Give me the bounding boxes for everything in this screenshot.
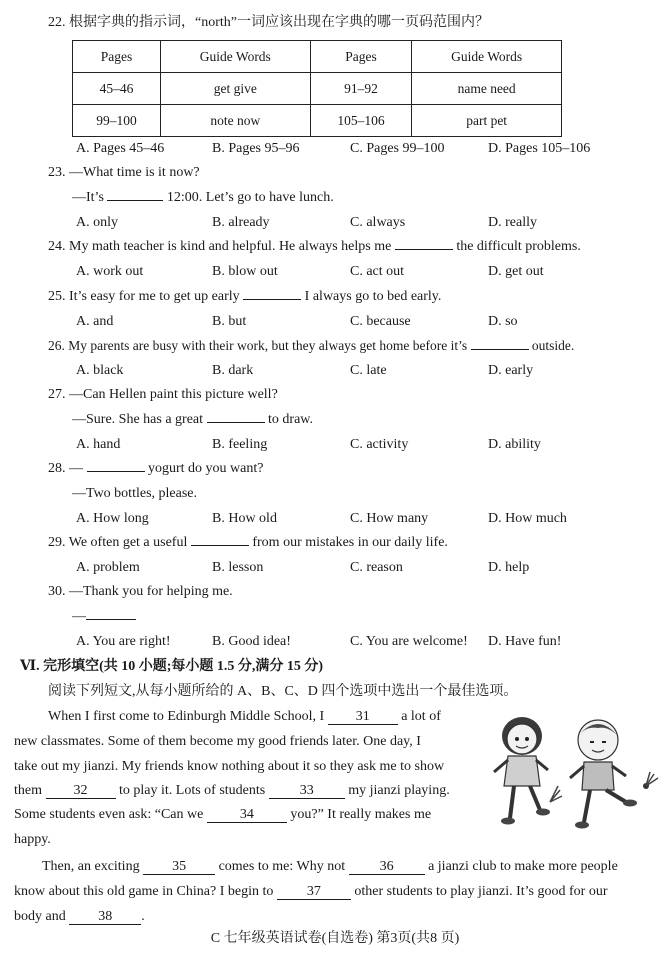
q27-options (76, 436, 656, 454)
q26-options (76, 362, 656, 380)
blank-36[interactable]: 36 (349, 859, 425, 875)
option-a[interactable]: A. problem (76, 560, 140, 575)
table-row (73, 105, 562, 137)
text: know about this old game in China? I begin to (14, 884, 277, 899)
table-header-row (73, 41, 562, 73)
option-a[interactable]: A. and (76, 314, 114, 329)
option-d[interactable]: D. early (488, 363, 534, 378)
text: my jianzi playing. (344, 783, 450, 798)
text: Then, an exciting (42, 859, 144, 874)
answer-blank[interactable] (243, 299, 301, 300)
q23-stem: 23. —What time is it now? (48, 165, 200, 180)
passage-line: new classmates. Some of them become my good friends later. One day, I (14, 734, 421, 749)
text: a jianzi club to make more people (424, 859, 618, 874)
text: a lot of (397, 709, 441, 724)
q26-stem (48, 337, 574, 355)
passage-line (48, 708, 441, 726)
option-a[interactable]: A. Pages 45–46 (76, 141, 165, 156)
passage-line (14, 883, 607, 901)
section-instruction: 阅读下列短文,从每小题所给的 A、B、C、D 四个选项中选出一个最佳选项。 (48, 684, 518, 699)
option-d[interactable]: D. Have fun! (488, 634, 562, 649)
table-cell: note now (160, 105, 310, 137)
option-c[interactable]: C. You are welcome! (350, 634, 468, 649)
answer-blank[interactable] (207, 422, 265, 423)
blank-34[interactable]: 34 (207, 807, 287, 823)
jianzi-illustration (486, 706, 666, 836)
option-d[interactable]: D. help (488, 560, 530, 575)
text: yogurt do you want? (144, 461, 264, 476)
answer-blank[interactable] (395, 249, 453, 250)
option-a[interactable]: A. only (76, 215, 118, 230)
table-cell: 91–92 (310, 73, 412, 105)
option-c[interactable]: C. because (350, 314, 411, 329)
blank-38[interactable]: 38 (69, 909, 141, 925)
blank-32[interactable]: 32 (46, 783, 116, 799)
text: them (14, 783, 46, 798)
guide-words-table (72, 40, 562, 137)
answer-blank[interactable] (87, 471, 145, 472)
q28-line2: —Two bottles, please. (72, 486, 197, 501)
table-header: Guide Words (160, 41, 310, 73)
option-d[interactable]: D. really (488, 215, 537, 230)
option-c[interactable]: C. always (350, 215, 406, 230)
text: outside. (528, 338, 575, 353)
q28-options (76, 510, 656, 528)
option-a[interactable]: A. How long (76, 511, 149, 526)
q25-options (76, 313, 656, 331)
q28-stem (48, 460, 263, 478)
q29-stem (48, 534, 448, 552)
text: to draw. (264, 412, 313, 427)
text: other students to play jianzi. It’s good for our (350, 884, 608, 899)
option-b[interactable]: B. Good idea! (212, 634, 291, 649)
table-cell: name need (412, 73, 562, 105)
text: the difficult problems. (452, 239, 581, 254)
option-b[interactable]: B. How old (212, 511, 277, 526)
option-b[interactable]: B. Pages 95–96 (212, 141, 300, 156)
q30-stem: 30. —Thank you for helping me. (48, 584, 233, 599)
table-header: Pages (310, 41, 412, 73)
passage-line (14, 782, 450, 800)
q22-stem: 22. 根据字典的指示词，“north”一词应该出现在字典的哪一页码范围内？ (48, 15, 489, 30)
answer-blank[interactable] (191, 545, 249, 546)
table-cell: get give (160, 73, 310, 105)
blank-33[interactable]: 33 (269, 783, 345, 799)
section-heading: Ⅵ. 完形填空(共 10 小题;每小题 1.5 分,满分 15 分) (20, 659, 324, 674)
table-header: Pages (73, 41, 161, 73)
option-c[interactable]: C. act out (350, 264, 405, 279)
text: to play it. Lots of students (115, 783, 269, 798)
text: —It’s (72, 190, 108, 205)
q23-line2 (72, 189, 334, 207)
option-d[interactable]: D. so (488, 314, 518, 329)
text: . (141, 909, 145, 924)
q30-line2 (72, 608, 136, 626)
answer-blank[interactable] (471, 349, 529, 350)
option-a[interactable]: A. You are right! (76, 634, 171, 649)
text: body and (14, 909, 70, 924)
text: comes to me: Why not (215, 859, 349, 874)
option-c[interactable]: C. Pages 99–100 (350, 141, 445, 156)
option-d[interactable]: D. get out (488, 264, 544, 279)
q24-stem (48, 238, 581, 256)
passage-line (14, 908, 145, 926)
text: Some students even ask: “Can we (14, 807, 207, 822)
answer-blank[interactable] (107, 200, 163, 201)
passage-line (42, 858, 618, 876)
option-c[interactable]: C. reason (350, 560, 403, 575)
text: 26. My parents are busy with their work, but they always get home before it’s (48, 338, 471, 353)
option-b[interactable]: B. lesson (212, 560, 264, 575)
text: 24. My math teacher is kind and helpful. He always helps me (48, 239, 395, 254)
option-d[interactable]: D. ability (488, 437, 541, 452)
q29-options (76, 559, 656, 577)
option-d[interactable]: D. Pages 105–106 (488, 141, 591, 156)
text: from our mistakes in our daily life. (248, 535, 448, 550)
q23-options (76, 214, 656, 232)
q27-stem: 27. —Can Hellen paint this picture well? (48, 387, 278, 402)
option-a[interactable]: A. work out (76, 264, 144, 279)
table-header: Guide Words (412, 41, 562, 73)
text: 29. We often get a useful (48, 535, 191, 550)
page-footer: C 七年级英语试卷(自选卷) 第3页(共8 页) (210, 931, 460, 946)
text: —Sure. She has a great (72, 412, 207, 427)
q22-options (76, 140, 656, 158)
text: I always go to bed early. (301, 289, 442, 304)
q27-line2 (72, 411, 313, 429)
table-cell: 99–100 (73, 105, 161, 137)
option-b[interactable]: B. feeling (212, 437, 268, 452)
passage-line: happy. (14, 832, 51, 847)
q24-options (76, 263, 656, 281)
answer-blank[interactable] (86, 619, 136, 620)
option-c[interactable]: C. late (350, 363, 387, 378)
option-d[interactable]: D. How much (488, 511, 567, 526)
option-b[interactable]: B. already (212, 215, 270, 230)
passage-line (14, 806, 431, 824)
text: 12:00. Let’s go to have lunch. (163, 190, 334, 205)
passage-line: take out my jianzi. My friends know nothing about it so they ask me to show (14, 759, 445, 774)
table-row (73, 73, 562, 105)
q30-options (76, 633, 656, 651)
option-b[interactable]: B. but (212, 314, 247, 329)
q25-stem (48, 288, 441, 306)
text: — (72, 609, 86, 624)
table-cell: 45–46 (73, 73, 161, 105)
table-cell: part pet (412, 105, 562, 137)
blank-35[interactable]: 35 (143, 859, 215, 875)
option-b[interactable]: B. blow out (212, 264, 278, 279)
table-cell: 105–106 (310, 105, 412, 137)
option-c[interactable]: C. activity (350, 437, 409, 452)
option-b[interactable]: B. dark (212, 363, 254, 378)
blank-37[interactable]: 37 (277, 884, 351, 900)
text: you?” It really makes me (286, 807, 432, 822)
children-playing-jianzi-image (486, 706, 666, 836)
option-a[interactable]: A. hand (76, 437, 121, 452)
option-a[interactable]: A. black (76, 363, 124, 378)
blank-31[interactable]: 31 (328, 709, 398, 725)
text: 28. — (48, 461, 87, 476)
option-c[interactable]: C. How many (350, 511, 429, 526)
text: When I first come to Edinburgh Middle School, I (48, 709, 328, 724)
text: 25. It’s easy for me to get up early (48, 289, 244, 304)
